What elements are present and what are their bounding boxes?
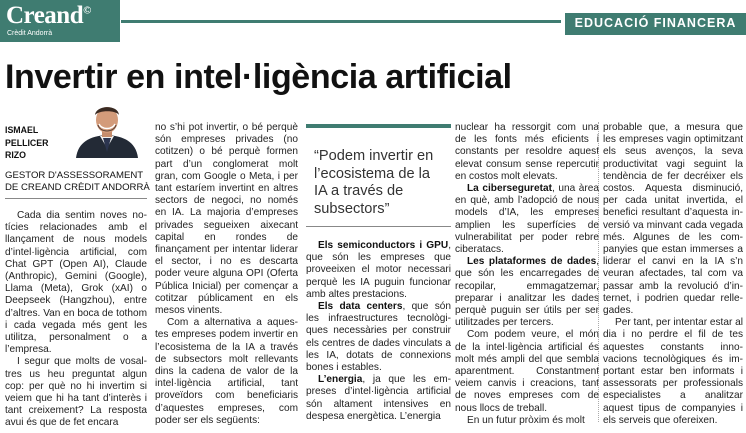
paragraph-lead: Les plataformes de dades <box>467 256 597 268</box>
body-column-5 <box>603 122 743 427</box>
logo-wordmark: Creand <box>6 2 84 29</box>
paragraph-text: , que són les encarregades de recopilar, emmagatzemar, preparar i analitzar les dades perquè puguin ser útils per ser utilitzades per tercers. <box>455 256 599 329</box>
logo-subtitle: Crèdit Andorrà <box>7 30 53 37</box>
author-role-line: GESTOR D'ASSESSORAMENT <box>5 170 144 181</box>
paragraph <box>455 256 599 329</box>
paragraph: no s’hi pot invertir, o bé perquè són empreses privades (no cotitzen) o bé perquè formen part d’un conglomerat molt gran, com Google o Meta, i per tant estaríem invertint en altres sectors de negoci, no només en IA. La majoria d’empreses privades segueixen aixecant capital en rondes de finançament per intentar liderar el sector, i no es descarta poder veure alguna OPI (Oferta Pública Inicial) per començar a cotitzar públicament en els mesos vinents. <box>155 122 298 317</box>
paragraph <box>455 415 599 427</box>
paragraph <box>455 122 599 183</box>
article-headline: Invertir en intel·ligència artificial <box>5 58 512 96</box>
paragraph: I segur que molts de vosaltres us heu preguntat algun cop: per què no hi invertim si veiem que hi ha tant d’interès i tant creixement? La resposta avui és que de fet encara <box>5 356 147 429</box>
pull-quote <box>306 124 451 230</box>
brand-logo[interactable] <box>0 0 120 42</box>
author-name <box>5 124 49 162</box>
paragraph-text: , que són les infraestructures tecnològiques necessàries per construir els centres de dades vinculats a les IA, dotats de connexions bones i estables. <box>306 301 451 374</box>
paragraph-lead: Els semiconductors i GPU <box>318 240 449 251</box>
author-name-line: RIZO <box>5 150 27 160</box>
masthead-rule <box>121 20 561 23</box>
paragraph-text: nuclear ha ressorgit com una de les fonts més eficients i constants per resoldre aquest elevat consum sense repercutir en costos molt elevats. <box>455 122 599 182</box>
paragraph <box>306 374 451 423</box>
paragraph: Com a alternativa a aquestes empreses podem invertir en l’ecosistema de la IA a través de subsectors molt rellevants dins la cadena de valor de la intel·ligència artificial, tant proveïdors com beneficiaris d’aquestes empreses, com poder ser els següents: <box>155 317 298 426</box>
masthead <box>0 0 746 44</box>
paragraph: Per tant, per intentar estar al dia i no perdre el fil de tes aquestes constants innovacions tecnològiques és important estar ben informats i assessorats per professionals especialistes a analitzar aquest tipus de companyies i els serveis que ofereixen. <box>603 317 743 426</box>
pull-quote-rule <box>306 124 451 128</box>
author-name-line: ISMAEL <box>5 125 39 135</box>
paragraph-text: En un futur pròxim és molt <box>467 414 585 426</box>
paragraph <box>306 240 451 301</box>
author-name-line: PELLICER <box>5 137 49 148</box>
author-portrait <box>72 100 142 158</box>
paragraph-text: Com podem veure, el món de la intel·ligència artificial és molt més ampli del que sembla aparentment. Constantment veiem canvis i creacions, tant de noves empreses com de nous llocs de treball. <box>455 329 599 414</box>
paragraph <box>455 183 599 256</box>
paragraph-lead: L’energia <box>318 374 363 386</box>
body-column-2 <box>155 122 298 427</box>
paragraph: probable que, a mesura que les empreses vagin optimitzant els seus avenços, la seva productivitat vagi seguint la tendència de fer decréixer els costos. Aquesta disminució, per cada unitat invertida, el benefici resultant d’aquesta inversió va minvant cada vegada més. Algunes de les companyies que estan immerses a liderar el canvi en la IA s’n veuran afectades, tal com va passar amb la revolució d’internet, i podrien quedar rellegades. <box>603 122 743 317</box>
paragraph-lead: La ciberseguretat <box>467 183 552 195</box>
author-role-line: DE CREAND CRÈDIT ANDORRÀ <box>5 182 150 194</box>
section-label: EDUCACIÓ FINANCERA <box>574 16 737 30</box>
author-role <box>5 170 150 195</box>
paragraph-text: , ja que les empreses d’intel·ligència artificial són altament intensives en despesa energètica. L’energia <box>306 374 451 422</box>
body-column-1 <box>5 210 147 430</box>
pull-quote-text: “Podem invertir en l’ecosistema de la IA a través de subsectors” <box>314 148 434 217</box>
column-divider <box>598 122 599 422</box>
paragraph <box>455 329 599 414</box>
divider <box>306 226 451 227</box>
body-column-3 <box>306 240 451 423</box>
paragraph-text: , que són les empreses que proveeixen el motor necessari perquè les IA puguin funcionar amb altes prestacions. <box>306 240 451 300</box>
paragraph: Cada dia sentim noves notícies relacionades amb el llançament de nous models d’intel·ligència artificial, com Chat GPT (Open AI), Claude (Anthropic), Gemini (Google), Llama (Meta), Grok (xAI) o Deepseek (Hangzhou), entre d’altres. Van en boca de tothom i cada vegada més gent les utilitza, personalment o a l’empresa. <box>5 210 147 356</box>
body-column-4 <box>455 122 599 427</box>
divider <box>5 198 147 199</box>
section-banner <box>565 13 746 35</box>
paragraph-lead: Els data centers <box>318 301 403 313</box>
paragraph <box>306 301 451 374</box>
paragraph-text: , una àrea en què, amb l’adopció de nous models d’IA, les empreses amplien les superfícies de vulnerabilitat per poder rebre ciberatacs. <box>455 183 599 256</box>
logo-mark: © <box>83 4 91 17</box>
